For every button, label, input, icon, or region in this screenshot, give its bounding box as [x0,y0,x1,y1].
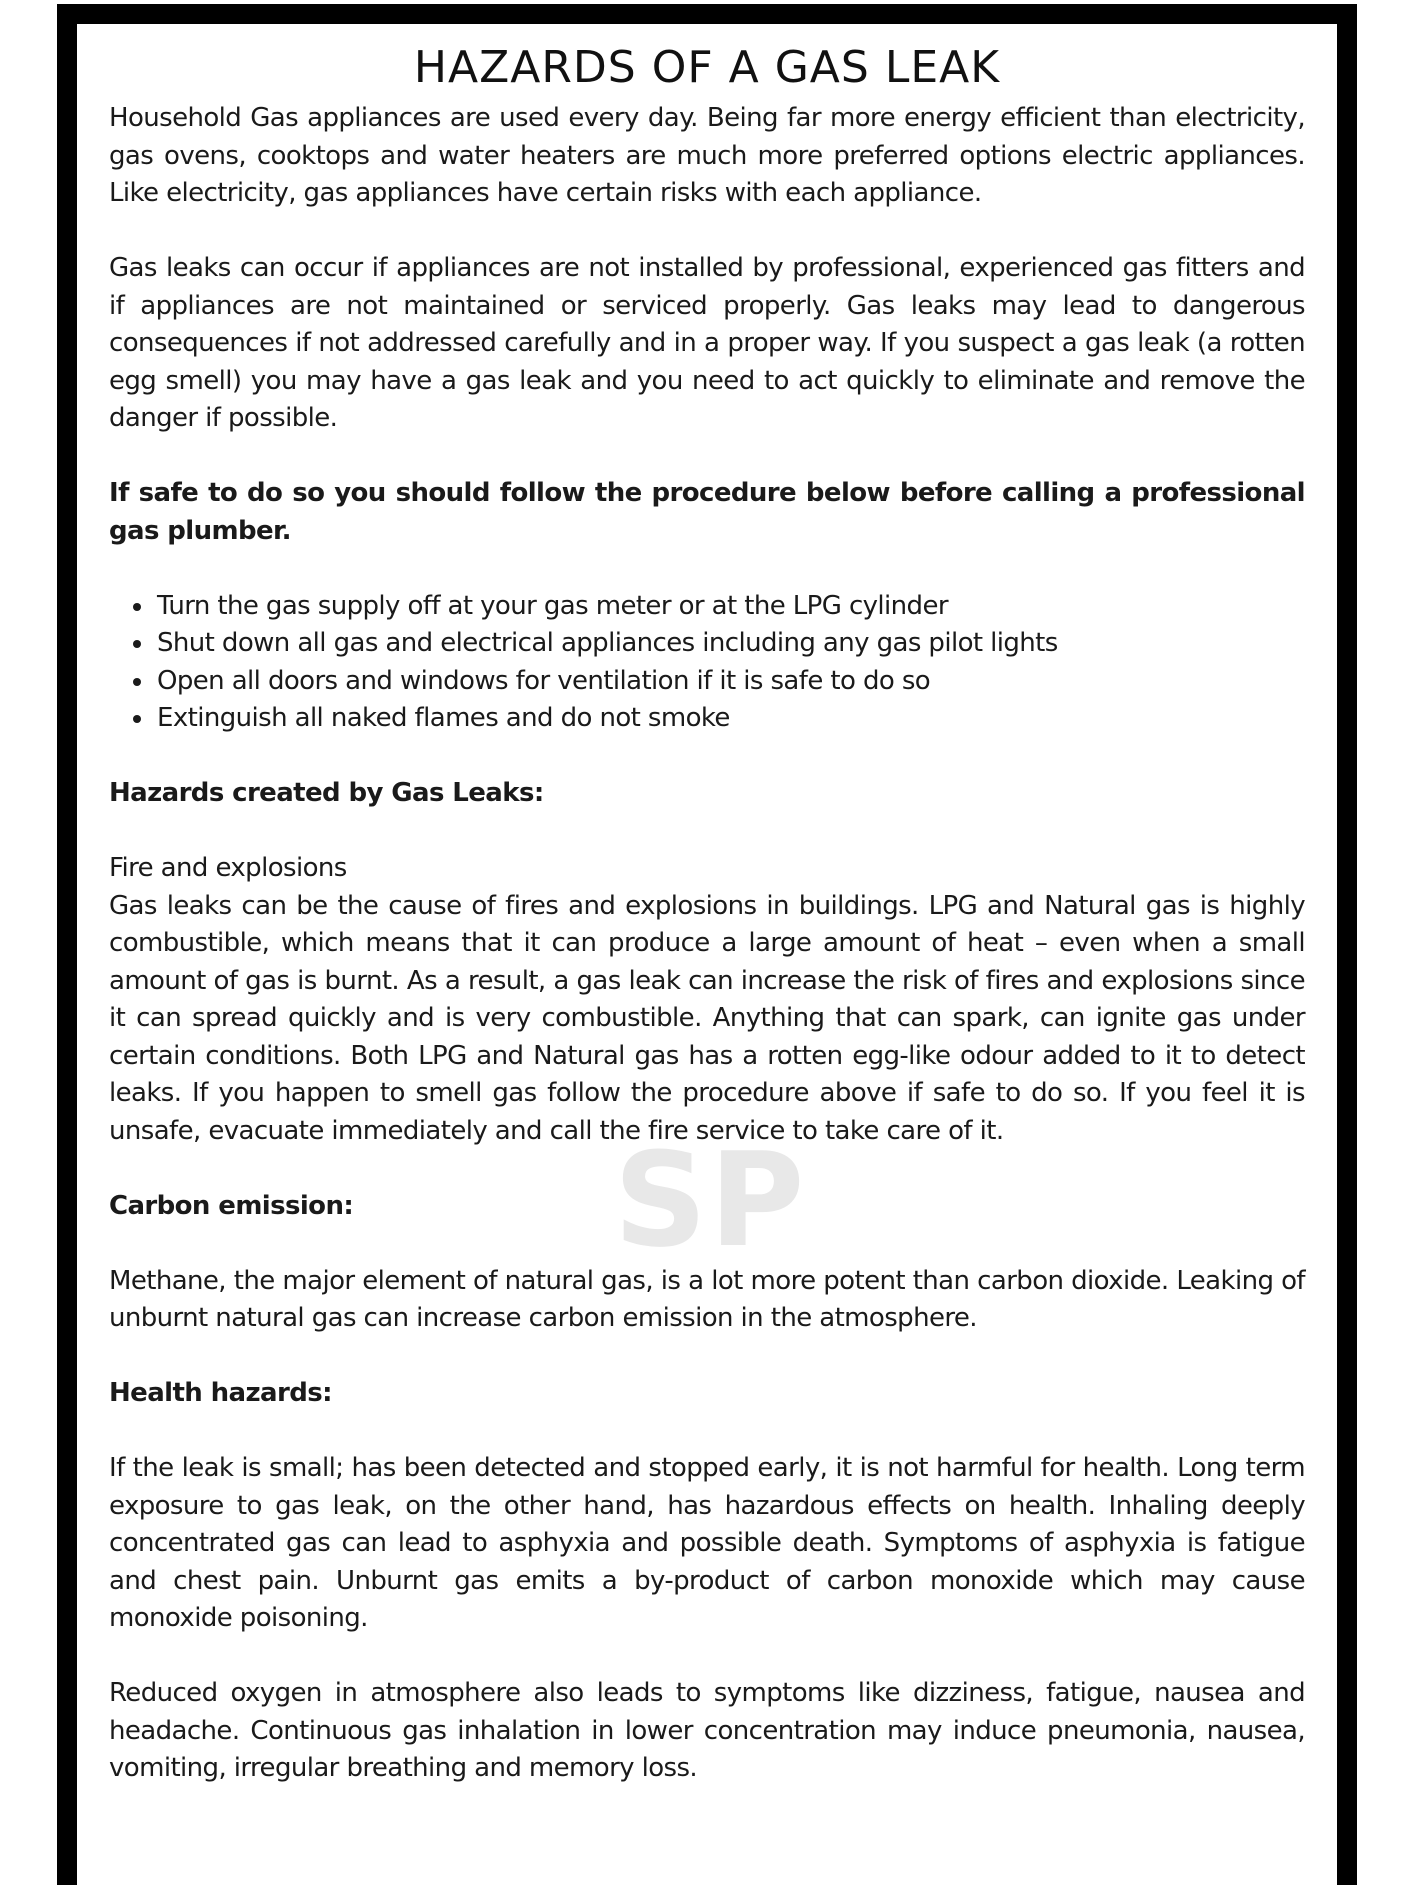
procedure-step: • Turn the gas supply off at your gas meter or at the LPG cylinder [155,588,1305,626]
procedure-list [109,588,1305,738]
fire-paragraph: Gas leaks can be the cause of fires and explosions in buildings. LPG and Natural gas is highly combustible, which means that it can produce a large amount of heat – even when a small amount of gas is burnt. As a result, a gas leak can increase the risk of fires and explosions since it can spread quickly and is very combustible. Anything that can spark, can ignite gas under certain conditions. Both LPG and Natural gas has a rotten egg-like odour added to it to detect leaks. If you happen to smell gas follow the procedure above if safe to do so. If you feel it is unsafe, evacuate immediately and call the fire service to take care of it. [109,890,1305,1146]
hazards-heading: Hazards created by Gas Leaks: [109,778,544,808]
fire-subtitle: Fire and explosions [109,853,347,883]
procedure-intro: If safe to do so you should follow the procedure below before calling a professional gas plumber. [109,478,1305,546]
gas-leaks-paragraph: Gas leaks can occur if appliances are not installed by professional, experienced gas fitters and if appliances are not maintained or serviced properly. Gas leaks may lead to dangerous consequences if not addressed carefully and in a proper way. If you suspect a gas leak (a rotten egg smell) you may have a gas leak and you need to act quickly to eliminate and remove the danger if possible. [109,253,1305,433]
procedure-step: • Shut down all gas and electrical appliances including any gas pilot lights [155,625,1305,663]
procedure-step: • Extinguish all naked flames and do not smoke [155,700,1305,738]
carbon-heading: Carbon emission: [109,1190,354,1221]
document-content [109,40,1305,1788]
watermark: SP [613,1124,807,1276]
health-paragraph-2: Reduced oxygen in atmosphere also leads to symptoms like dizziness, fatigue, nausea and headache. Continuous gas inhalation in lower concentration may induce pneumonia, nausea, vomiting, irregular breathing and memory loss. [109,1678,1305,1783]
procedure-step: • Open all doors and windows for ventilation if it is safe to do so [155,663,1305,701]
health-paragraph-1: If the leak is small; has been detected and stopped early, it is not harmful for health. Long term exposure to gas leak, on the other hand, has hazardous effects on health. Inhaling deeply concentrated gas can lead to asphyxia and possible death. Symptoms of asphyxia is fatigue and chest pain. Unburnt gas emits a by-product of carbon monoxide which may cause monoxide poisoning. [109,1453,1305,1633]
carbon-paragraph: Methane, the major element of natural gas, is a lot more potent than carbon dioxide. Leaking of unburnt natural gas can increase carbon emission in the atmosphere. [109,1265,1305,1333]
page-title: HAZARDS OF A GAS LEAK [413,42,1001,93]
health-heading: Health hazards: [109,1378,332,1408]
intro-paragraph: Household Gas appliances are used every day. Being far more energy efficient than electricity, gas ovens, cooktops and water heaters are much more preferred options electric appliances. Like electricity, gas appliances have certain risks with each appliance. [109,103,1305,208]
